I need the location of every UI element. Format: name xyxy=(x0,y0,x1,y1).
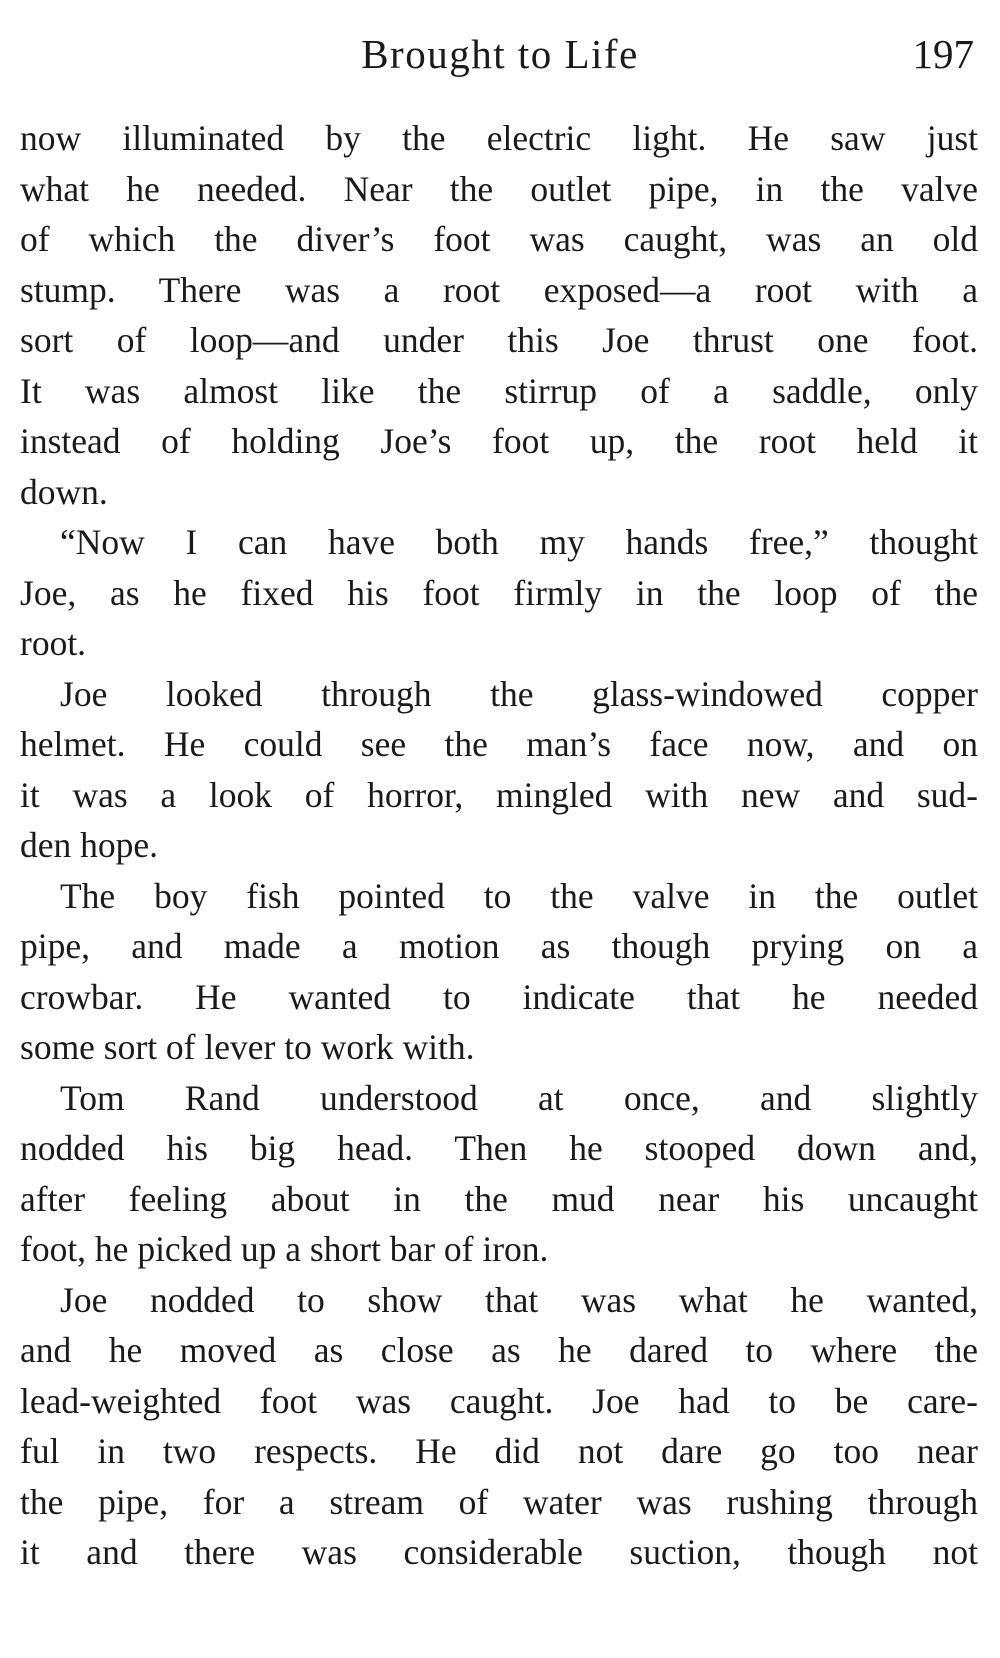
text-line: It was almost like the stirrup of a saddle, only xyxy=(20,370,978,411)
paragraph-6 xyxy=(20,1275,978,1578)
text-line: of which the diver’s foot was caught, was an old xyxy=(20,219,978,259)
paragraph-5 xyxy=(20,1073,978,1275)
text-line: root. xyxy=(20,623,87,663)
text-line: lead-weighted foot was caught. Joe had to be care- xyxy=(20,1380,978,1421)
text-line: and he moved as close as he dared to where the xyxy=(20,1330,978,1370)
running-head xyxy=(0,24,1000,84)
text-body xyxy=(20,113,978,1578)
text-line: Joe, as he fixed his foot firmly in the loop of the xyxy=(20,572,978,613)
running-title: Brought to Life xyxy=(361,31,639,77)
text-line: instead of holding Joe’s foot up, the root held it xyxy=(20,421,978,461)
text-line: crowbar. He wanted to indicate that he needed xyxy=(20,976,978,1017)
text-line: some sort of lever to work with. xyxy=(20,1027,475,1067)
text-line: den hope. xyxy=(20,825,159,865)
text-line: stump. There was a root exposed—a root with a xyxy=(20,269,978,310)
text-line: The boy fish pointed to the valve in the outlet xyxy=(60,875,978,916)
text-line: Joe nodded to show that was what he wanted, xyxy=(60,1279,978,1320)
text-line: Tom Rand understood at once, and slightly xyxy=(60,1077,978,1118)
text-line: Joe looked through the glass-windowed copper xyxy=(60,673,978,714)
text-line: nodded his big head. Then he stooped down and, xyxy=(20,1128,978,1168)
paragraph-2 xyxy=(20,517,978,669)
text-line: down. xyxy=(20,471,108,512)
text-line: it and there was considerable suction, though not xyxy=(20,1532,978,1572)
text-line: it was a look of horror, mingled with new and sud- xyxy=(20,774,978,815)
text-line: helmet. He could see the man’s face now, and on xyxy=(20,724,978,764)
text-line: after feeling about in the mud near his uncaught xyxy=(20,1178,978,1219)
text-line: pipe, and made a motion as though prying on a xyxy=(20,926,978,966)
text-line: the pipe, for a stream of water was rushing through xyxy=(20,1481,978,1522)
paragraph-1 xyxy=(20,113,978,517)
text-line: sort of loop—and under this Joe thrust one foot. xyxy=(20,320,978,360)
page-number: 197 xyxy=(912,31,974,77)
text-line: “Now I can have both my hands free,” thought xyxy=(60,522,978,562)
text-line: ful in two respects. He did not dare go too near xyxy=(20,1431,978,1471)
text-line: foot, he picked up a short bar of iron. xyxy=(20,1229,549,1269)
paragraph-3 xyxy=(20,669,978,871)
text-line: what he needed. Near the outlet pipe, in the valve xyxy=(20,168,978,209)
text-line: now illuminated by the electric light. He saw just xyxy=(20,118,978,158)
paragraph-4 xyxy=(20,871,978,1073)
